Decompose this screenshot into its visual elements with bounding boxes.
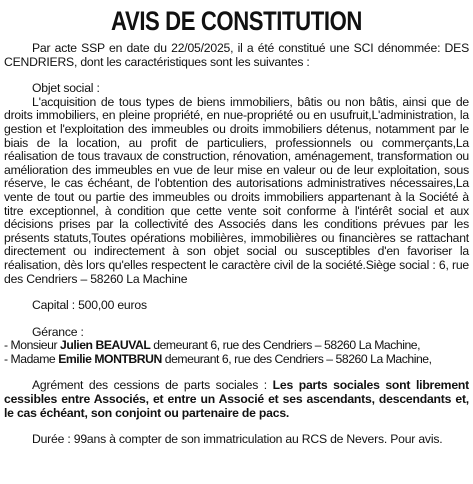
manager-name: Emilie MONTBRUN: [58, 351, 162, 366]
manager-prefix: - Madame: [4, 351, 59, 366]
manager-prefix: - Monsieur: [4, 338, 61, 353]
duree-paragraph: Durée : 99ans à compter de son immatriculation au RCS de Nevers. Pour avis.: [32, 432, 443, 447]
agrement-text: Les parts sociales sont librement cessibles entre Associés, et entre un Associé et ses ascendants, descendants et, le cas échéant, son conjoint ou partenaire de pacs.: [4, 378, 469, 420]
manager-line-1: [4, 339, 469, 353]
manager-name: Julien BEAUVAL: [60, 338, 151, 353]
intro-paragraph: Par acte SSP en date du 22/05/2025, il a été constitué une SCI dénommée: DES CENDRIERS, dont les caractéristiques sont les suivantes :: [4, 41, 469, 69]
agrement-paragraph: [4, 379, 469, 420]
manager-address: demeurant 6, rue des Cendriers – 58260 La Machine,: [150, 338, 421, 353]
capital-paragraph: Capital : 500,00 euros: [32, 298, 147, 313]
agrement-label: Agrément des cessions de parts sociales :: [32, 378, 273, 393]
objet-label: Objet social :: [32, 81, 100, 96]
manager-address: demeurant 6, rue des Cendriers – 58260 La Machine,: [161, 351, 432, 366]
notice-title: AVIS DE CONSTITUTION: [111, 6, 362, 36]
objet-paragraph: L'acquisition de tous types de biens immobiliers, bâtis ou non bâtis, ainsi que de droits immobiliers, en pleine propriété, en nue-propriété ou en usufruit,L'administration, la gestion et l'exploitation des immeubles ou droits immobiliers détenus, notamment par le biais de la location, au profit de particuliers, professionnels ou commerçants,La réalisation de tous travaux de construction, rénovation, aménagement, transformation ou amélioration des immeubles en vue de leur mise en valeur ou de leur exploitation, sous réserve, le cas échéant, de l'obtention des autorisations administratives nécessaires,La vente de tout ou partie des immeubles ou droits immobiliers appartenant à la Société à titre exceptionnel, à condition que cette vente soit conforme à l'intérêt social et aux décisions prises par la collectivité des Associés dans les conditions prévues par les présents statuts,Toutes opérations mobilières, immobilières ou financières se rattachant directement ou indirectement à son objet social ou susceptibles d'en favoriser la réalisation, dès lors qu'elles respectent le caractère civil de la société.Siège social : 6, rue des Cendriers – 58260 La Machine: [4, 94, 469, 286]
manager-line-2: [4, 353, 469, 367]
gerance-label: Gérance :: [32, 324, 84, 339]
